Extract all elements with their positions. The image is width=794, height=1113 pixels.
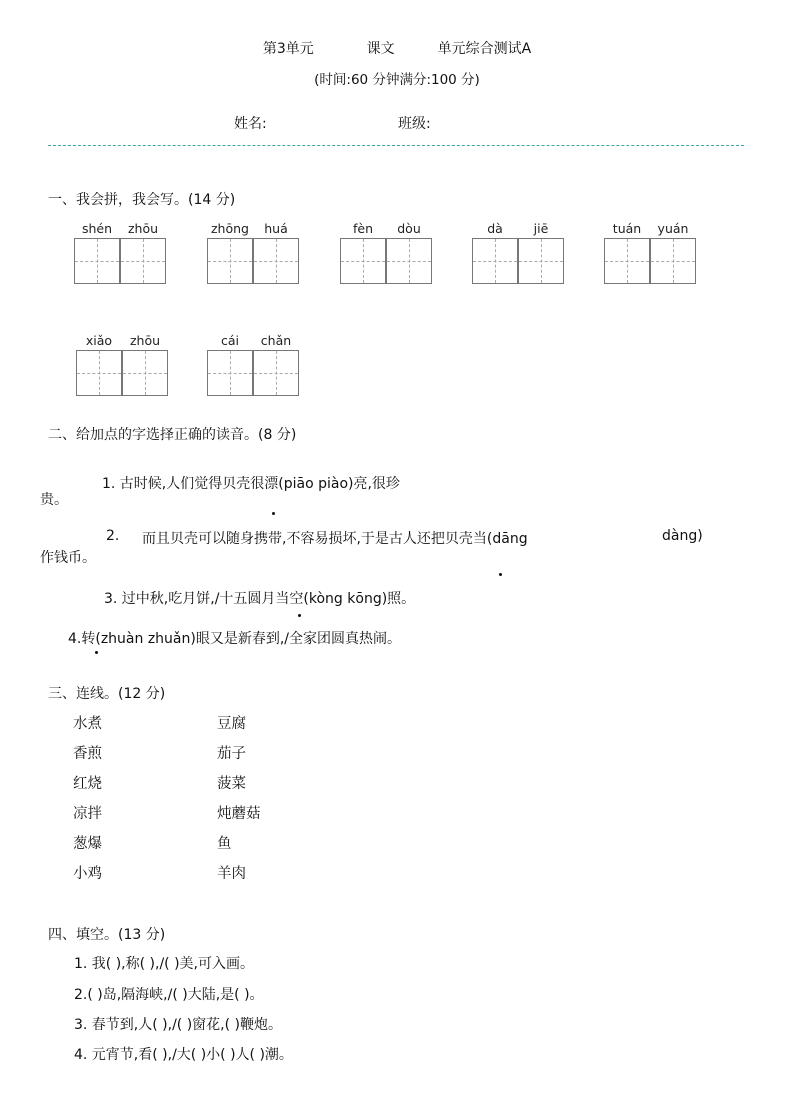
pinyin-label: fèn bbox=[352, 221, 373, 236]
match-left-item[interactable]: 香煎 bbox=[73, 746, 102, 762]
section2-heading: 二、给加点的字选择正确的读音。(8 分) bbox=[48, 427, 297, 443]
section3-heading: 三、连线。(12 分) bbox=[48, 686, 166, 702]
section1-heading: 一、我会拼，我会写。(14 分) bbox=[48, 192, 236, 208]
class-label: 班级: bbox=[398, 116, 431, 132]
writing-box[interactable] bbox=[253, 350, 299, 396]
writing-box[interactable] bbox=[386, 238, 432, 284]
pinyin-label: zhōng bbox=[211, 221, 249, 236]
pinyin-label: yuán bbox=[657, 221, 689, 236]
q1-line1: 1. 古时候,人们觉得贝壳很漂(piāo piào)亮,很珍 bbox=[102, 476, 400, 492]
fill-line-2: 2.( )岛,隔海峡,/( )大陆,是( )。 bbox=[74, 987, 264, 1003]
writing-box[interactable] bbox=[207, 350, 253, 396]
match-right-item[interactable]: 炖蘑菇 bbox=[217, 806, 261, 822]
page-title bbox=[0, 38, 794, 58]
q3: 3. 过中秋,吃月饼,/十五圆月当空(kòng kōng)照。 bbox=[104, 591, 416, 607]
pinyin-label: chǎn bbox=[260, 333, 292, 348]
match-left-item[interactable]: 红烧 bbox=[73, 776, 102, 792]
writing-box[interactable] bbox=[207, 238, 253, 284]
q1-line2: 贵。 bbox=[40, 492, 68, 508]
match-right-item[interactable]: 豆腐 bbox=[217, 716, 246, 732]
match-left-item[interactable]: 水煮 bbox=[73, 716, 102, 732]
match-right-item[interactable]: 鱼 bbox=[217, 836, 232, 852]
match-left-item[interactable]: 小鸡 bbox=[73, 866, 102, 882]
pinyin-label: zhōu bbox=[129, 333, 161, 348]
q2-option2: dàng) bbox=[662, 528, 703, 544]
writing-box[interactable] bbox=[120, 238, 166, 284]
match-left-item[interactable]: 凉拌 bbox=[73, 806, 102, 822]
writing-box[interactable] bbox=[74, 238, 120, 284]
q2-number: 2. bbox=[106, 528, 120, 544]
name-label: 姓名: bbox=[234, 116, 267, 132]
title-test: 单元综合测试A bbox=[437, 41, 532, 57]
pinyin-label: dòu bbox=[397, 221, 421, 236]
emphasis-dot bbox=[272, 512, 275, 515]
match-right-item[interactable]: 菠菜 bbox=[217, 776, 246, 792]
q2-line1: 而且贝壳可以随身携带,不容易损坏,于是古人还把贝壳当(dāng bbox=[142, 531, 528, 547]
fill-line-1: 1. 我( ),称( ),/( )美,可入画。 bbox=[74, 956, 254, 972]
pinyin-label: tuán bbox=[612, 221, 642, 236]
match-left-item[interactable]: 葱爆 bbox=[73, 836, 102, 852]
subtitle: (时间:60 分钟满分:100 分) bbox=[314, 72, 480, 88]
writing-box[interactable] bbox=[650, 238, 696, 284]
writing-box[interactable] bbox=[340, 238, 386, 284]
pinyin-label: jiē bbox=[533, 221, 549, 236]
writing-box[interactable] bbox=[604, 238, 650, 284]
emphasis-dot bbox=[298, 614, 301, 617]
writing-box[interactable] bbox=[518, 238, 564, 284]
q2-line2: 作钱币。 bbox=[40, 550, 96, 566]
fill-line-4: 4. 元宵节,看( ),/大( )小( )人( )潮。 bbox=[74, 1047, 293, 1063]
section4-heading: 四、填空。(13 分) bbox=[48, 927, 166, 943]
pinyin-label: xiǎo bbox=[85, 333, 113, 348]
match-right-item[interactable]: 茄子 bbox=[217, 746, 246, 762]
emphasis-dot bbox=[499, 573, 502, 576]
pinyin-label: zhōu bbox=[127, 221, 159, 236]
title-unit: 第3单元 bbox=[262, 41, 314, 57]
pinyin-label: shén bbox=[81, 221, 113, 236]
pinyin-label: cái bbox=[220, 333, 239, 348]
match-right-item[interactable]: 羊肉 bbox=[217, 866, 246, 882]
writing-box[interactable] bbox=[253, 238, 299, 284]
pinyin-label: huá bbox=[264, 221, 288, 236]
emphasis-dot bbox=[95, 651, 98, 654]
pinyin-label: dà bbox=[487, 221, 503, 236]
title-subject: 课文 bbox=[366, 41, 395, 57]
separator-line bbox=[48, 145, 744, 146]
q4: 4.转(zhuàn zhuǎn)眼又是新春到,/全家团圆真热闹。 bbox=[68, 631, 401, 647]
writing-box[interactable] bbox=[472, 238, 518, 284]
fill-line-3: 3. 春节到,人( ),/( )窗花,( )鞭炮。 bbox=[74, 1017, 282, 1033]
writing-box[interactable] bbox=[76, 350, 122, 396]
writing-box[interactable] bbox=[122, 350, 168, 396]
